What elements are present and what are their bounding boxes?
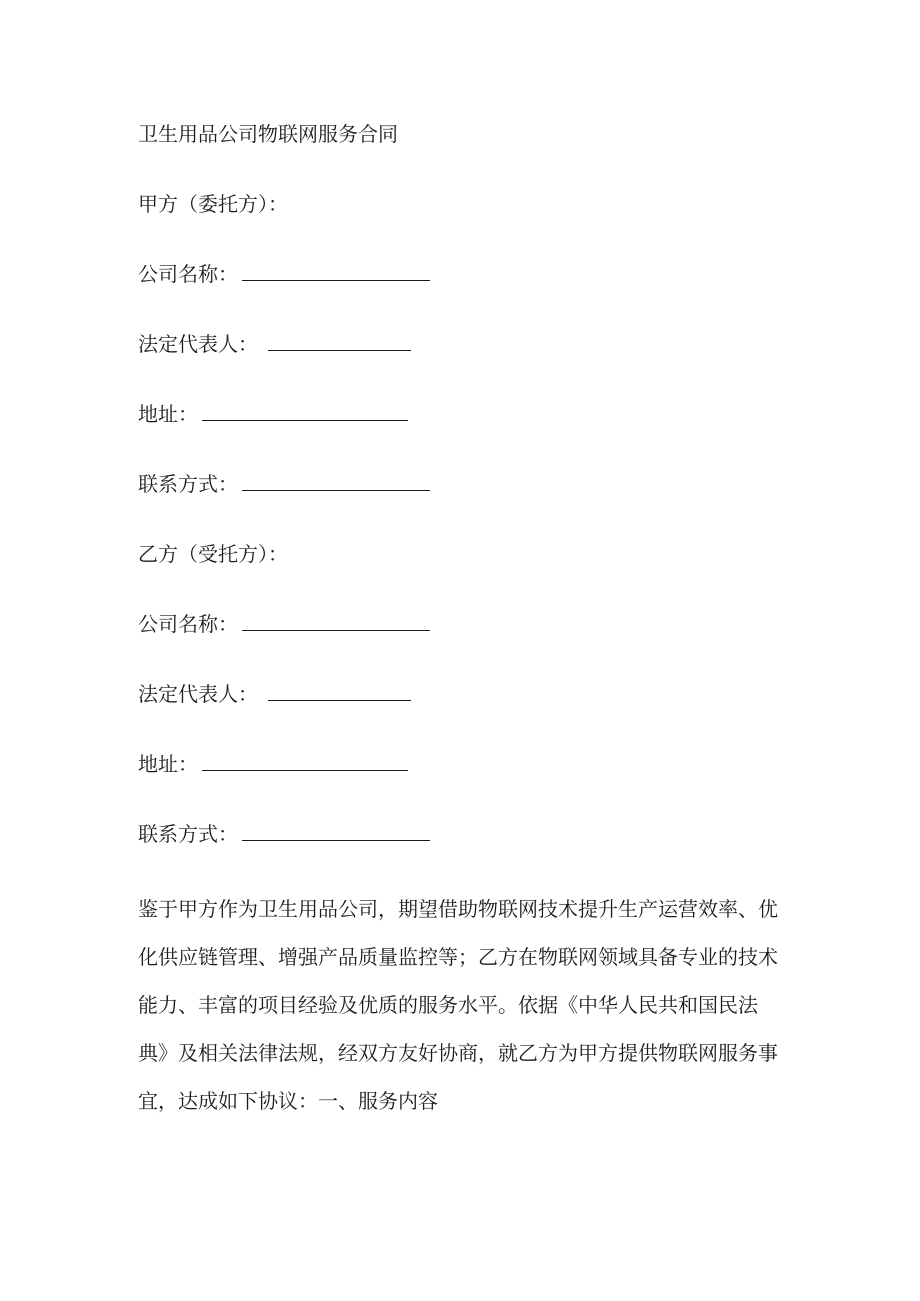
party-b-contact-label: 联系方式： (138, 822, 238, 846)
party-a-company-label: 公司名称： (138, 262, 238, 286)
party-a-rep-label: 法定代表人： (138, 332, 258, 356)
party-b-address-blank[interactable] (202, 750, 408, 771)
contract-title: 卫生用品公司物联网服务合同 (138, 122, 398, 146)
preamble-line: 典》及相关法律法规，经双方友好协商，就乙方为甲方提供物联网服务事 (138, 1041, 778, 1065)
preamble-line: 鉴于甲方作为卫生用品公司，期望借助物联网技术提升生产运营效率、优 (138, 897, 778, 921)
party-a-company-blank[interactable] (242, 260, 430, 281)
party-a-heading: 甲方（委托方）： (138, 192, 288, 216)
party-a-rep-row (138, 330, 411, 358)
party-a-address-blank[interactable] (202, 400, 408, 421)
party-b-address-label: 地址： (138, 752, 198, 776)
party-a-company-row (138, 260, 430, 288)
party-b-rep-blank[interactable] (268, 680, 411, 701)
party-a-address-label: 地址： (138, 402, 198, 426)
party-a-contact-row (138, 470, 430, 498)
party-b-heading: 乙方（受托方）： (138, 542, 288, 566)
party-a-contact-label: 联系方式： (138, 472, 238, 496)
party-b-address-row (138, 750, 408, 778)
party-b-company-label: 公司名称： (138, 612, 238, 636)
party-a-address-row (138, 400, 408, 428)
preamble-line: 化供应链管理、增强产品质量监控等；乙方在物联网领域具备专业的技术 (138, 945, 778, 969)
party-a-rep-blank[interactable] (268, 330, 411, 351)
party-b-contact-row (138, 820, 430, 848)
preamble-line: 宜，达成如下协议：一、服务内容 (138, 1089, 438, 1113)
preamble-paragraph (138, 885, 786, 1125)
party-a-contact-blank[interactable] (242, 470, 430, 491)
party-b-company-blank[interactable] (242, 610, 430, 631)
party-b-contact-blank[interactable] (242, 820, 430, 841)
party-b-rep-label: 法定代表人： (138, 682, 258, 706)
preamble-line: 能力、丰富的项目经验及优质的服务水平。依据《中华人民共和国民法 (138, 993, 758, 1017)
party-b-company-row (138, 610, 430, 638)
party-b-rep-row (138, 680, 411, 708)
